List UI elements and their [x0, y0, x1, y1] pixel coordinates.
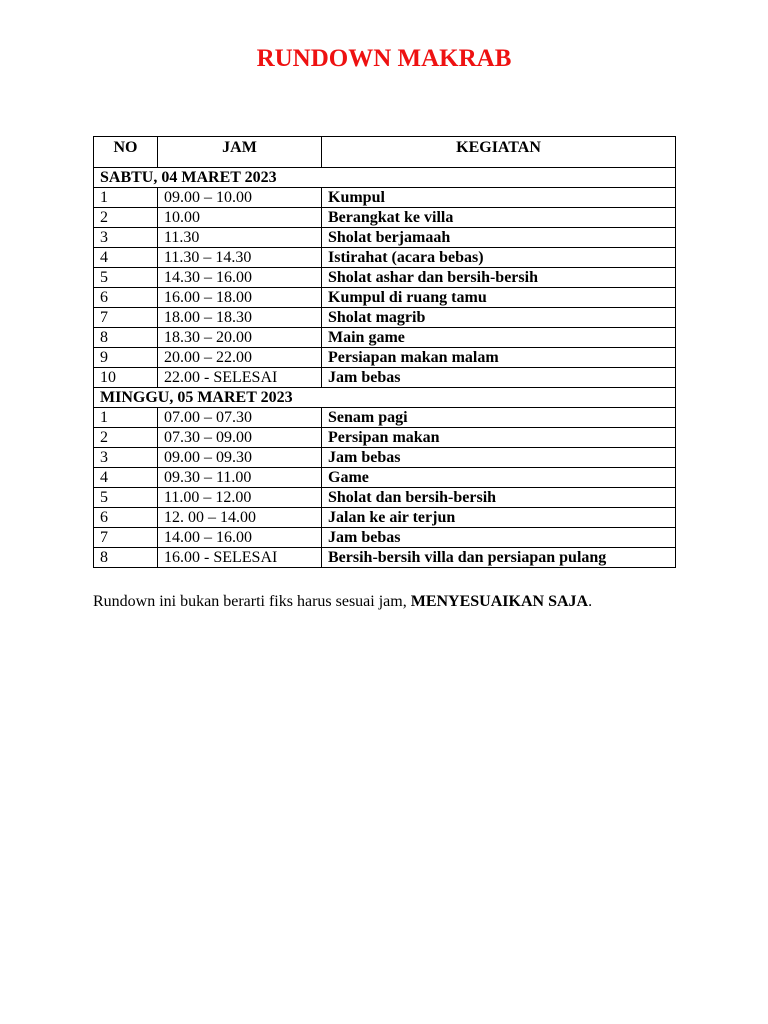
row-no: 9 — [94, 348, 158, 368]
row-no: 6 — [94, 508, 158, 528]
table-row — [94, 348, 676, 368]
table-row — [94, 428, 676, 448]
table-body — [94, 168, 676, 568]
table-row — [94, 308, 676, 328]
footnote-text: Rundown ini bukan berarti fiks harus sesuai jam, — [93, 593, 411, 610]
row-jam: 11.00 – 12.00 — [158, 488, 322, 508]
rundown-table — [93, 136, 676, 568]
header-no: NO — [94, 137, 158, 168]
page-title: RUNDOWN MAKRAB — [256, 45, 512, 72]
row-kegiatan: Persipan makan — [322, 428, 676, 448]
row-no: 8 — [94, 328, 158, 348]
row-kegiatan: Kumpul — [322, 188, 676, 208]
row-kegiatan: Kumpul di ruang tamu — [322, 288, 676, 308]
table-row — [94, 508, 676, 528]
row-jam: 16.00 - SELESAI — [158, 548, 322, 568]
row-no: 5 — [94, 488, 158, 508]
day-header-row — [94, 388, 676, 408]
footnote-emphasis: MENYESUAIKAN SAJA — [410, 593, 589, 610]
table-row — [94, 408, 676, 428]
row-kegiatan: Game — [322, 468, 676, 488]
row-kegiatan: Jam bebas — [322, 528, 676, 548]
row-jam: 18.30 – 20.00 — [158, 328, 322, 348]
day-label: SABTU, 04 MARET 2023 — [94, 168, 676, 188]
row-jam: 09.00 – 10.00 — [158, 188, 322, 208]
table-row — [94, 288, 676, 308]
row-kegiatan: Bersih-bersih villa dan persiapan pulang — [322, 548, 676, 568]
row-jam: 11.30 — [158, 228, 322, 248]
table-row — [94, 548, 676, 568]
row-no: 7 — [94, 528, 158, 548]
row-kegiatan: Jalan ke air terjun — [322, 508, 676, 528]
row-no: 2 — [94, 428, 158, 448]
row-no: 10 — [94, 368, 158, 388]
row-kegiatan: Jam bebas — [322, 448, 676, 468]
table-row — [94, 368, 676, 388]
day-header-row — [94, 168, 676, 188]
table-row — [94, 328, 676, 348]
row-kegiatan: Sholat dan bersih-bersih — [322, 488, 676, 508]
row-kegiatan: Berangkat ke villa — [322, 208, 676, 228]
row-jam: 16.00 – 18.00 — [158, 288, 322, 308]
table-row — [94, 228, 676, 248]
row-jam: 20.00 – 22.00 — [158, 348, 322, 368]
row-jam: 09.30 – 11.00 — [158, 468, 322, 488]
footnote — [93, 592, 592, 612]
row-no: 1 — [94, 188, 158, 208]
day-label: MINGGU, 05 MARET 2023 — [94, 388, 676, 408]
row-kegiatan: Sholat berjamaah — [322, 228, 676, 248]
row-kegiatan: Istirahat (acara bebas) — [322, 248, 676, 268]
table-row — [94, 208, 676, 228]
row-no: 6 — [94, 288, 158, 308]
row-kegiatan: Senam pagi — [322, 408, 676, 428]
row-no: 2 — [94, 208, 158, 228]
footnote-end: . — [588, 593, 593, 610]
header-kegiatan: KEGIATAN — [322, 137, 676, 168]
row-no: 8 — [94, 548, 158, 568]
row-jam: 11.30 – 14.30 — [158, 248, 322, 268]
row-no: 4 — [94, 248, 158, 268]
row-jam: 12. 00 – 14.00 — [158, 508, 322, 528]
row-no: 3 — [94, 448, 158, 468]
row-jam: 07.30 – 09.00 — [158, 428, 322, 448]
row-jam: 09.00 – 09.30 — [158, 448, 322, 468]
row-jam: 10.00 — [158, 208, 322, 228]
row-jam: 14.30 – 16.00 — [158, 268, 322, 288]
row-kegiatan: Sholat ashar dan bersih-bersih — [322, 268, 676, 288]
table-header-row — [94, 137, 676, 168]
row-no: 1 — [94, 408, 158, 428]
row-kegiatan: Sholat magrib — [322, 308, 676, 328]
table-row — [94, 268, 676, 288]
row-kegiatan: Persiapan makan malam — [322, 348, 676, 368]
table-row — [94, 488, 676, 508]
table-row — [94, 468, 676, 488]
row-kegiatan: Main game — [322, 328, 676, 348]
row-jam: 18.00 – 18.30 — [158, 308, 322, 328]
row-no: 3 — [94, 228, 158, 248]
table-row — [94, 188, 676, 208]
row-no: 5 — [94, 268, 158, 288]
table-row — [94, 248, 676, 268]
row-no: 4 — [94, 468, 158, 488]
row-jam: 07.00 – 07.30 — [158, 408, 322, 428]
row-kegiatan: Jam bebas — [322, 368, 676, 388]
table-row — [94, 528, 676, 548]
row-jam: 22.00 - SELESAI — [158, 368, 322, 388]
row-no: 7 — [94, 308, 158, 328]
table-row — [94, 448, 676, 468]
row-jam: 14.00 – 16.00 — [158, 528, 322, 548]
header-jam: JAM — [158, 137, 322, 168]
